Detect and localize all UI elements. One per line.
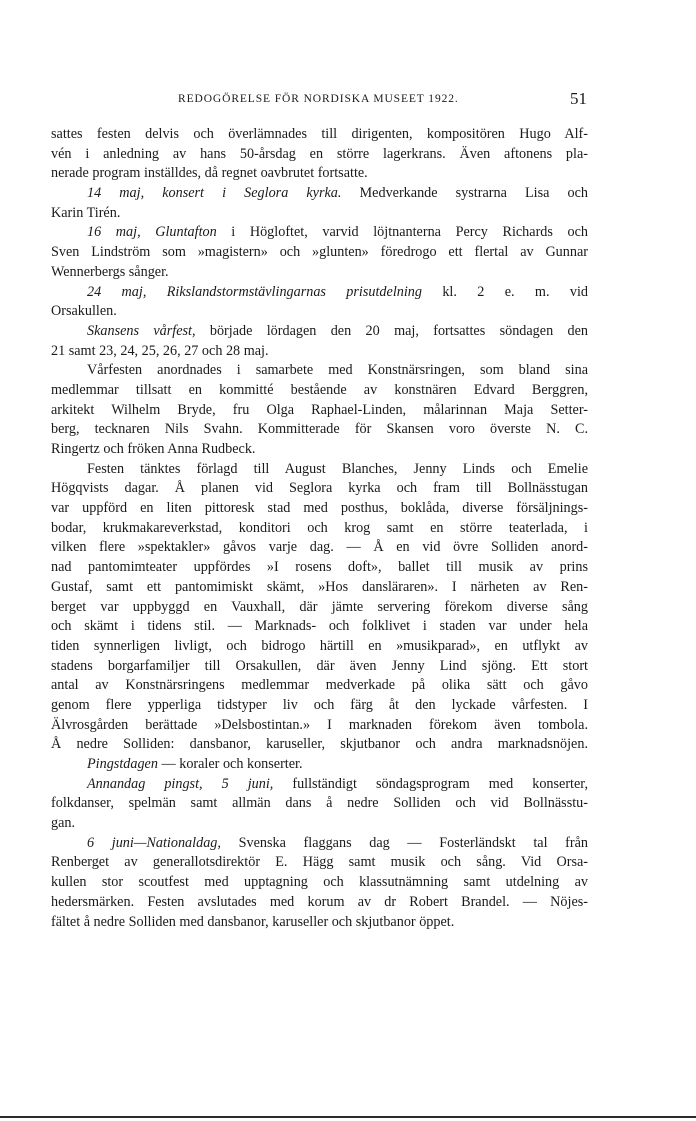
text-line: genom flere ypperliga tidstyper liv och färg åt den lyckade vårfesten. I <box>51 696 588 713</box>
text-line: Festen tänktes förlagd till August Blanches, Jenny Linds och Emelie <box>87 460 588 477</box>
text-line <box>51 184 588 204</box>
page-number: 51 <box>570 89 587 108</box>
text-line: Högqvists dagar. Å planen vid Seglora kyrka och fram till Bollnässtugan <box>51 480 588 497</box>
line-text: — koraler och konserter. <box>157 756 303 772</box>
text-line: var uppförd en liten pittoresk stad med posthus, boklåda, diverse försäljnings- <box>51 500 588 517</box>
text-line: berg, tecknaren Nils Svahn. Kommitterade för Skansen voro överste N. C. <box>51 421 588 438</box>
running-head: REDOGÖRELSE FÖR NORDISKA MUSEET 1922. <box>178 93 459 105</box>
event-date-title: 24 maj, Rikslandstormstävlingarnas prisutdelning <box>87 283 422 300</box>
text-line: medlemmar tillsatt en kommitté bestående av konstnären Edvard Berggren, <box>51 381 588 398</box>
text-line: sattes festen delvis och överlämnades till dirigenten, kompositören Hugo Alf- <box>51 126 588 142</box>
text-line: vén i anledning av hans 50-årsdag en större lagerkrans. Även aftonens pla- <box>51 145 588 162</box>
text-line: Älvrosgården berättade »Delsbostintan.» I marknaden förekom även tombola. <box>51 716 588 733</box>
text-line: 21 samt 23, 24, 25, 26, 27 och 28 maj. <box>51 342 269 359</box>
text-line: Vårfesten anordnades i samarbete med Konstnärsringen, som bland sina <box>87 362 588 379</box>
text-line: arkitekt Wilhelm Bryde, fru Olga Raphael-Linden, målarinnan Maja Setter- <box>51 401 588 418</box>
bottom-rule <box>0 1116 696 1118</box>
text-line: antal av Konstnärsringens medlemmar medverkade på olika sätt och gåvo <box>51 677 588 694</box>
text-line: kullen stor scoutfest med upptagning och klassutnämning samt utdelning av <box>51 874 588 891</box>
text-line: Renberget av generallotsdirektör E. Hägg samt musik och sång. Vid Orsa- <box>51 854 588 871</box>
text-line <box>51 283 588 303</box>
line-text: Svenska flaggans dag — Fosterländskt tal från <box>220 834 588 851</box>
line-text: började lördagen den 20 maj, fortsattes söndagen den <box>195 322 588 339</box>
text-line: Å nedre Solliden: dansbanor, karuseller, skjutbanor och andra marknadsnöjen. <box>51 736 588 753</box>
line-text: i Högloftet, varvid löjtnanterna Percy Richards och <box>216 224 588 241</box>
text-line: Karin Tirén. <box>51 204 121 221</box>
text-line: vilken flere »spektakler» gåvos varje dag. — Å en vid övre Solliden anord- <box>51 539 588 556</box>
event-date-title: 6 juni—Nationaldag, <box>87 834 221 851</box>
text-line: nad pantomimteater uppfördes »I rosens doft», ballet till musik av prins <box>51 559 588 576</box>
body-text <box>51 125 588 932</box>
text-line: folkdanser, spelmän samt allmän dans å nedre Solliden och vid Bollnässtu- <box>51 795 588 812</box>
text-line <box>51 322 588 342</box>
text-line: hedersmärken. Festen avslutades med korum av dr Robert Brandel. — Nöjes- <box>51 893 588 910</box>
line-text: kl. 2 e. m. vid <box>421 283 589 300</box>
text-line: gan. <box>51 815 76 832</box>
text-line: stadens borgarfamiljer till Orsakullen, där även Jenny Lind sjöng. Ett stort <box>51 657 588 674</box>
text-line <box>51 223 588 243</box>
text-line <box>51 755 588 775</box>
event-date-title: Pingstdagen <box>87 756 158 772</box>
event-date-title: 16 maj, Gluntafton <box>87 224 217 241</box>
text-line: berget var uppbyggd en Vauxhall, där jämte servering förekom diverse sång <box>51 598 588 615</box>
line-text: Medverkande systrarna Lisa och <box>341 185 588 202</box>
line-text: fullständigt söndagsprogram med konserter, <box>273 775 588 792</box>
text-line: och skämt i tidens stil. — Marknads- och folklivet i staden var under hela <box>51 618 588 635</box>
page-header <box>0 91 696 113</box>
event-date-title: Skansens vårfest, <box>87 322 196 339</box>
text-line: Wennerbergs sånger. <box>51 263 169 280</box>
event-date-title: 14 maj, konsert i Seglora kyrka. <box>87 185 342 202</box>
text-line: nerade program inställdes, då regnet oavbrutet fortsatte. <box>51 165 368 182</box>
text-line: Orsakullen. <box>51 303 117 320</box>
text-line: Gustaf, samt ett pantomimiskt skämt, »Hos dansläraren». I närheten av Ren- <box>51 578 588 595</box>
text-line <box>51 775 588 795</box>
text-line: Sven Lindström som »magistern» och »glunten» föredrogo ett flertal av Gunnar <box>51 244 588 261</box>
text-line: bodar, krukmakareverkstad, konditori och krog samt en större teaterlada, i <box>51 519 588 536</box>
text-line: tiden synnerligen livligt, och bidrogo härtill en »musikparad», en utflykt av <box>51 637 588 654</box>
event-date-title: Annandag pingst, 5 juni, <box>87 775 274 792</box>
text-line: fältet å nedre Solliden med dansbanor, karuseller och skjutbanor öppet. <box>51 913 455 930</box>
text-line <box>51 834 588 854</box>
text-line: Ringertz och fröken Anna Rudbeck. <box>51 441 256 457</box>
